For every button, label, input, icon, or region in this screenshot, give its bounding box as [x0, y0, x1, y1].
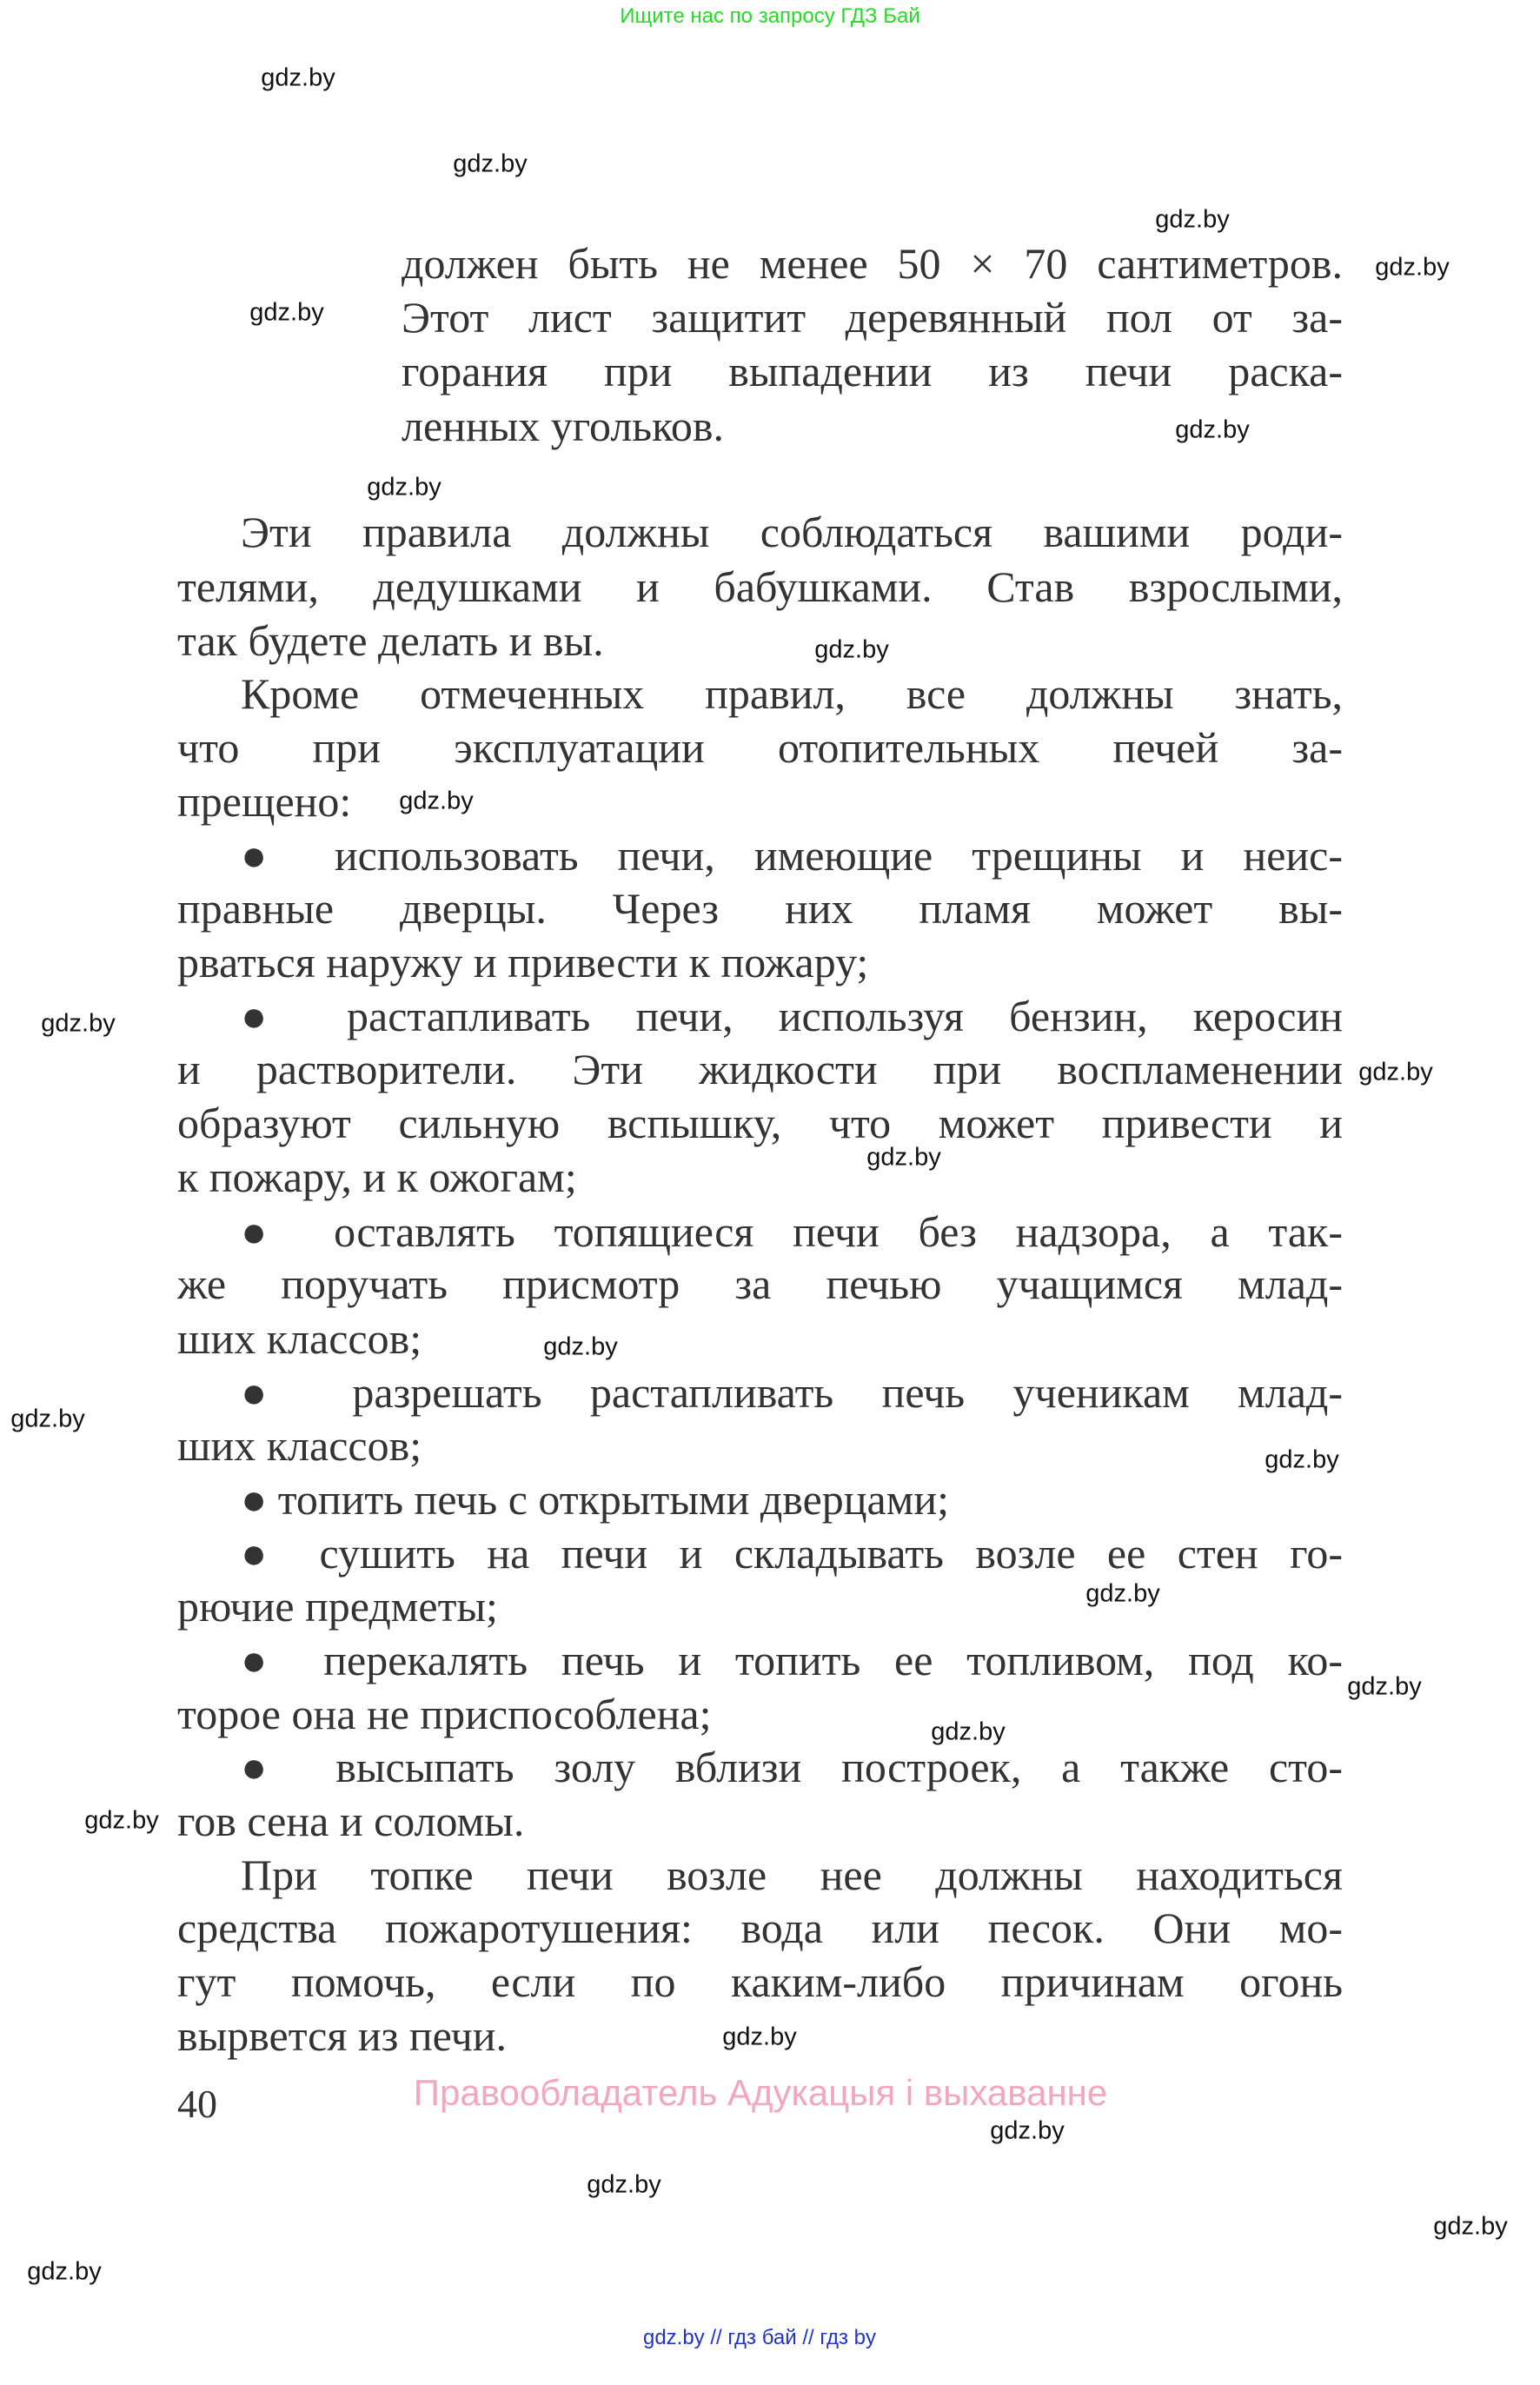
watermark: gdz.by [990, 2116, 1065, 2145]
text-line: телями, дедушками и бабушками. Став взрослыми, [177, 562, 1343, 611]
watermark: gdz.by [10, 1405, 85, 1433]
watermark: gdz.by [261, 63, 335, 92]
text-line: рючие предметы; [177, 1582, 498, 1631]
bullet-line: ● оставлять топящиеся печи без надзора, а так- [241, 1207, 1343, 1256]
watermark: gdz.by [453, 149, 528, 178]
text-line: правные дверцы. Через них пламя может вы- [177, 884, 1343, 933]
bullet-line: ● растапливать печи, используя бензин, керосин [241, 992, 1343, 1040]
watermark: gdz.by [587, 2170, 661, 2199]
bullet-line: ● высыпать золу вблизи построек, а также сто- [241, 1743, 1343, 1791]
watermark: gdz.by [866, 1143, 941, 1172]
footer-links[interactable]: gdz.by // гдз бай // гдз by [642, 2326, 877, 2349]
text-line: что при эксплуатации отопительных печей за- [177, 723, 1343, 772]
text-line: Кроме отмеченных правил, все должны знать, [241, 669, 1343, 718]
bullet-line: ● разрешать растапливать печь ученикам млад- [241, 1368, 1343, 1417]
text-line: ших классов; [177, 1421, 422, 1470]
watermark: gdz.by [41, 1009, 116, 1038]
bullet-line: ● сушить на печи и складывать возле ее стен го- [241, 1529, 1343, 1578]
watermark: gdz.by [249, 298, 324, 327]
bullet-line: ● перекалять печь и топить ее топливом, под ко- [241, 1636, 1343, 1684]
text-line: к пожару, и к ожогам; [177, 1153, 577, 1201]
copyright-notice: Правообладатель Адукацыя і выхаванне [413, 2072, 1108, 2113]
watermark: gdz.by [931, 1717, 1006, 1746]
text-line: средства пожаротушения: вода или песок. Они мо- [177, 1903, 1343, 1952]
text-line: и растворители. Эти жидкости при воспламенении [177, 1045, 1343, 1093]
watermark: gdz.by [1358, 1058, 1433, 1086]
text-line: же поручать присмотр за печью учащимся млад- [177, 1259, 1343, 1308]
watermark: gdz.by [399, 787, 474, 815]
watermark: gdz.by [1155, 205, 1230, 234]
bullet-line: ● топить печь с открытыми дверцами; [241, 1475, 950, 1524]
bullet-line: ● использовать печи, имеющие трещины и неис- [241, 831, 1343, 880]
watermark: gdz.by [722, 2023, 797, 2051]
watermark: gdz.by [1433, 2212, 1508, 2241]
watermark: gdz.by [1347, 1672, 1422, 1701]
page-number: 40 [177, 2082, 217, 2126]
watermark: gdz.by [1175, 415, 1250, 444]
watermark: gdz.by [27, 2257, 102, 2286]
text-line: ленных угольков. [402, 402, 724, 450]
watermark: gdz.by [1085, 1579, 1160, 1608]
text-line: должен быть не менее 50 × 70 сантиметров. [402, 239, 1343, 288]
text-line: торое она не приспособлена; [177, 1690, 712, 1738]
watermark: gdz.by [84, 1806, 159, 1835]
watermark: gdz.by [814, 635, 889, 664]
text-line: Эти правила должны соблюдаться вашими роди- [241, 508, 1343, 556]
text-line: образуют сильную вспышку, что может привести и [177, 1099, 1343, 1147]
watermark: gdz.by [367, 473, 441, 502]
watermark: gdz.by [543, 1332, 618, 1361]
text-line: При топке печи возле нее должны находиться [241, 1850, 1343, 1899]
text-line: рваться наружу и привести к пожару; [177, 938, 869, 987]
text-line: ших классов; [177, 1314, 422, 1363]
text-line: прещено: [177, 777, 352, 826]
text-line: гов сена и соломы. [177, 1797, 525, 1845]
text-line: гут помочь, если по каким-либо причинам огонь [177, 1957, 1343, 2006]
text-line: Этот лист защитит деревянный пол от за- [402, 293, 1343, 342]
watermark: gdz.by [1375, 253, 1450, 282]
text-line: так будете делать и вы. [177, 616, 604, 665]
search-hint-header: Ищите нас по запросу ГДЗ Бай [620, 4, 920, 28]
watermark: gdz.by [1265, 1445, 1339, 1474]
text-line: горания при выпадении из печи раска- [402, 347, 1343, 395]
text-line: вырвется из печи. [177, 2011, 507, 2060]
